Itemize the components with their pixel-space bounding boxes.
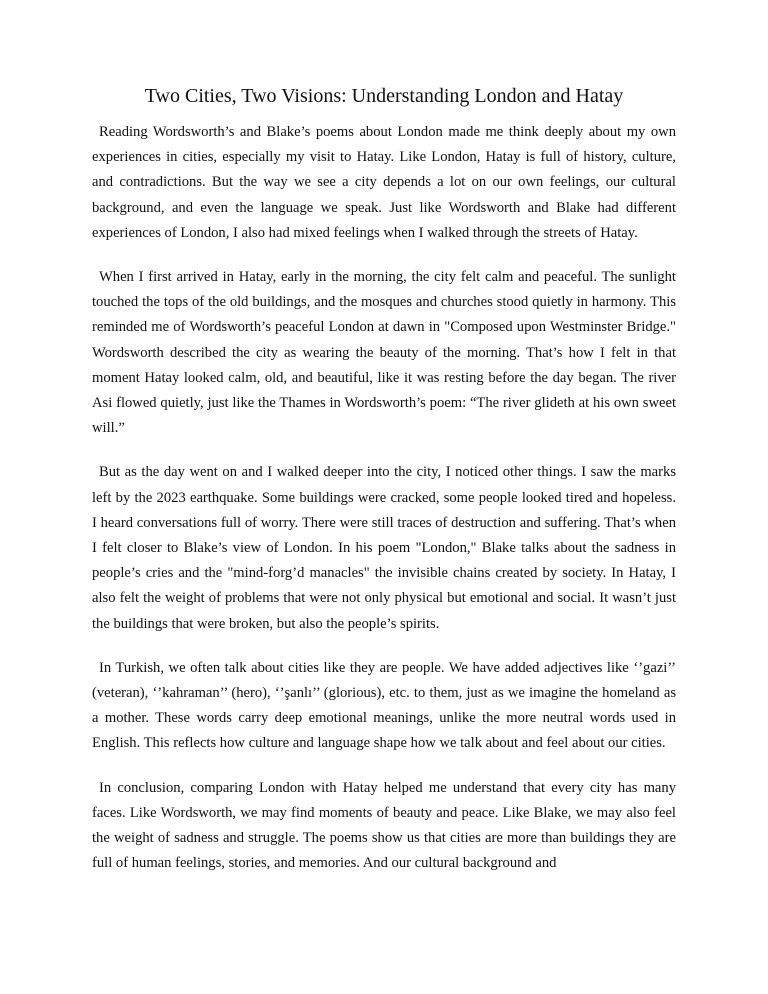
- paragraph-intro: Reading Wordsworth’s and Blake’s poems about London made me think deeply about my own experiences in cities, especially my visit to Hatay. Like London, Hatay is full of history, culture, and contradictions. But the way we see a city depends a lot on our own feelings, our cultural background, and even the language we speak. Just like Wordsworth and Blake had different experiences of London, I also had mixed feelings when I walked through the streets of Hatay.: [92, 124, 676, 241]
- paragraph-conclusion: In conclusion, comparing London with Hatay helped me understand that every city has many faces. Like Wordsworth, we may find moments of beauty and peace. Like Blake, we may also feel the weight of sadness and struggle. The poems show us that cities are more than buildings they are full of human feelings, stories, and memories. And our cultural background and: [92, 779, 676, 872]
- document-title: Two Cities, Two Visions: Understanding London and Hatay: [144, 85, 624, 107]
- paragraph-morning: When I first arrived in Hatay, early in the morning, the city felt calm and peaceful. The sunlight touched the tops of the old buildings, and the mosques and churches stood quietly in harmony. This reminded me of Wordsworth’s peaceful London at dawn in "Composed upon Westminster Bridge." Wordsworth described the city as wearing the beauty of the morning. That’s how I felt in that moment Hatay looked calm, old, and beautiful, like it was resting before the day began. The river Asi flowed quietly, just like the Thames in Wordsworth’s poem: “The river glideth at his own sweet will.”: [92, 269, 676, 437]
- document-body: [92, 120, 676, 876]
- paragraph-earthquake: But as the day went on and I walked deeper into the city, I noticed other things. I saw the marks left by the 2023 earthquake. Some buildings were cracked, some people looked tired and hopeless. I heard conversations full of worry. There were still traces of destruction and suffering. That’s when I felt closer to Blake’s view of London. In his poem "London," Blake talks about the sadness in people’s cries and the "mind-forg’d manacles" the invisible chains created by society. In Hatay, I also felt the weight of problems that were not only physical but emotional and social. It wasn’t just the buildings that were broken, but also the people’s spirits.: [92, 464, 676, 632]
- paragraph-turkish-language: In Turkish, we often talk about cities like they are people. We have added adjectives like ‘’gazi’’ (veteran), ‘’kahraman’’ (hero), ‘’şanlı’’ (glorious), etc. to them, just as we imagine the homeland as a mother. These words carry deep emotional meanings, unlike the more neutral words used in English. This reflects how culture and language shape how we talk about and feel about our cities.: [92, 659, 676, 752]
